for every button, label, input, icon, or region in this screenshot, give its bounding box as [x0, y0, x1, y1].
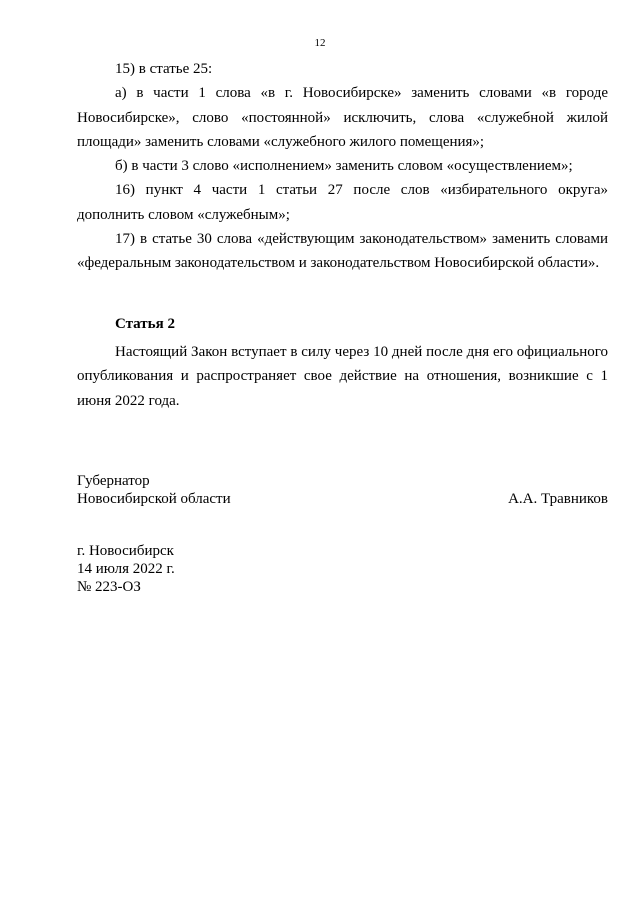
- article-text: Настоящий Закон вступает в силу через 10 дней после дня его официального опубликования и распространяет свое действие на отношения, возникшие с 1 июня 2022 года.: [77, 344, 608, 409]
- amendment-item: а) в части 1 слова «в г. Новосибирске» заменить словами «в городе Новосибирске», слово «постоянной» исключить, слова «служебной жилой площади» заменить словами «служебного жилого помещения»;: [77, 85, 608, 150]
- signer-name: А.А. Травников: [508, 491, 608, 507]
- amendment-item: б) в части 3 слово «исполнением» заменить словом «осуществлением»;: [115, 158, 573, 175]
- amendment-item: 16) пункт 4 части 1 статьи 27 после слов «избирательного округа» дополнить словом «служебным»;: [77, 182, 608, 223]
- page-number: 12: [314, 37, 326, 49]
- signer-title-line1: Губернатор: [77, 473, 150, 489]
- issue-details: [77, 542, 175, 596]
- issue-number: № 223-ОЗ: [77, 579, 141, 595]
- signature-block: [77, 472, 608, 508]
- article-heading: Статья 2: [115, 316, 175, 332]
- issue-date: 14 июля 2022 г.: [77, 561, 175, 577]
- article-2: [77, 312, 608, 413]
- amendments-list: [77, 57, 608, 276]
- issue-place: г. Новосибирск: [77, 543, 174, 559]
- amendment-item: 17) в статье 30 слова «действующим законодательством» заменить словами «федеральным законодательством и законодательством Новосибирской области».: [77, 231, 608, 272]
- amendment-item: 15) в статье 25:: [115, 61, 213, 77]
- signer-title-line2: Новосибирской области: [77, 491, 231, 507]
